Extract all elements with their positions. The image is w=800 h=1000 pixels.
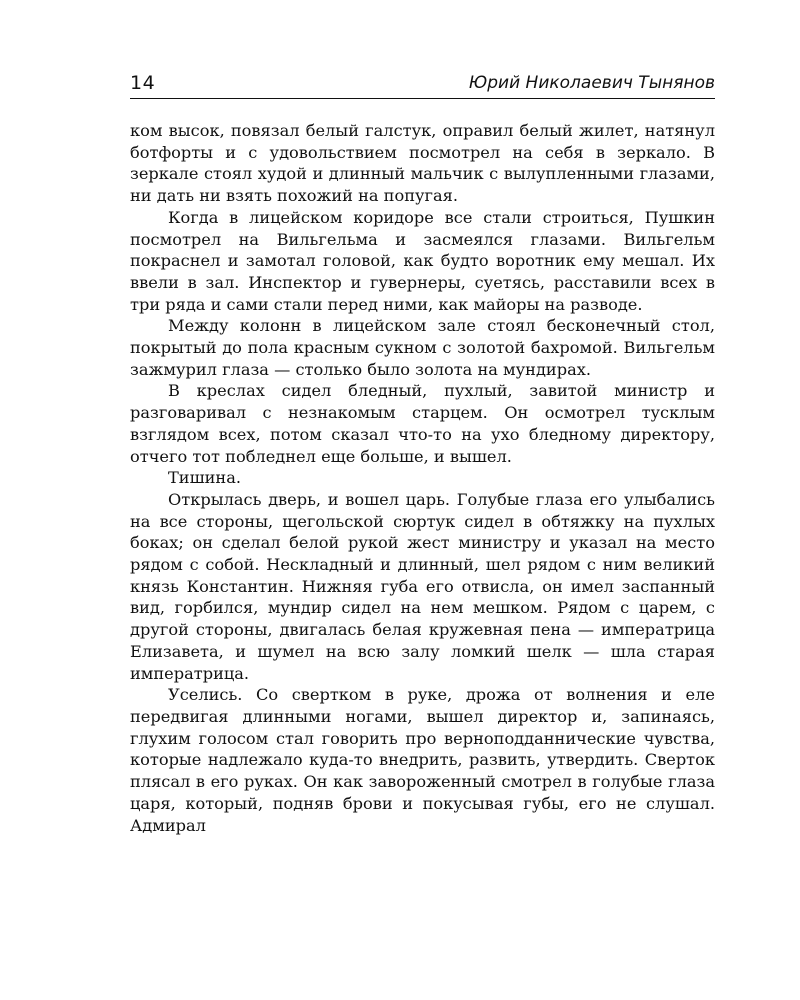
page-number: 14 (130, 72, 156, 94)
paragraph: В креслах сидел бледный, пухлый, завитой министр и разговаривал с незнакомым старцем. Он осмотрел тусклым взглядом всех, потом сказал что-то на ухо бледному директору, отчего тот побледнел еще больше, и вышел. (130, 381, 715, 466)
running-head (130, 68, 715, 99)
paragraph: Между колонн в лицейском зале стоял бесконечный стол, покрытый до пола красным сукном с золотой бахромой. Вильгельм зажмурил глаза — столько было золота на мундирах. (130, 316, 715, 379)
paragraph-continuation: ком высок, повязал белый галстук, оправил белый жилет, натянул ботфорты и с удовольствием посмотрел на себя в зеркало. В зеркале стоял худой и длинный мальчик с вылупленными глазами, ни дать ни взять похожий на попугая. (130, 121, 715, 206)
text-body (130, 120, 715, 836)
book-page (130, 68, 715, 836)
paragraph: Когда в лицейском коридоре все стали строиться, Пушкин посмотрел на Вильгельма и засмеялся глазами. Вильгельм покраснел и замотал головой, как будто воротник ему мешал. Их ввели в зал. Инспектор и гувернеры, суетясь, расставили всех в три ряда и сами стали перед ними, как майоры на разводе. (130, 207, 715, 314)
paragraph: Открылась дверь, и вошел царь. Голубые глаза его улыбались на все стороны, щегольской сюртук сидел в обтяжку на пухлых боках; он сделал белой рукой жест министру и указал на место рядом с собой. Нескладный и длинный, шел рядом с ним великий князь Константин. Нижняя губа его отвисла, он имел заспанный вид, горбился, мундир сидел на нем мешком. Рядом с царем, с другой стороны, двигалась белая кружевная пена — императрица Елизавета, и шумел на всю залу ломкий шелк — шла старая императрица. (130, 489, 715, 683)
paragraph: Тишина. (168, 468, 242, 488)
running-title-author: Юрий Николаевич Тынянов (468, 73, 715, 93)
paragraph: Уселись. Со свертком в руке, дрожа от волнения и еле передвигая длинными ногами, вышел директор и, запинаясь, глухим голосом стал говорить про верноподданнические чувства, которые надлежало куда-то внедрить, развить, утвердить. Сверток плясал в его руках. Он как завороженный смотрел в голубые глаза царя, который, подняв брови и покусывая губы, его не слушал. Адмирал (130, 685, 715, 835)
